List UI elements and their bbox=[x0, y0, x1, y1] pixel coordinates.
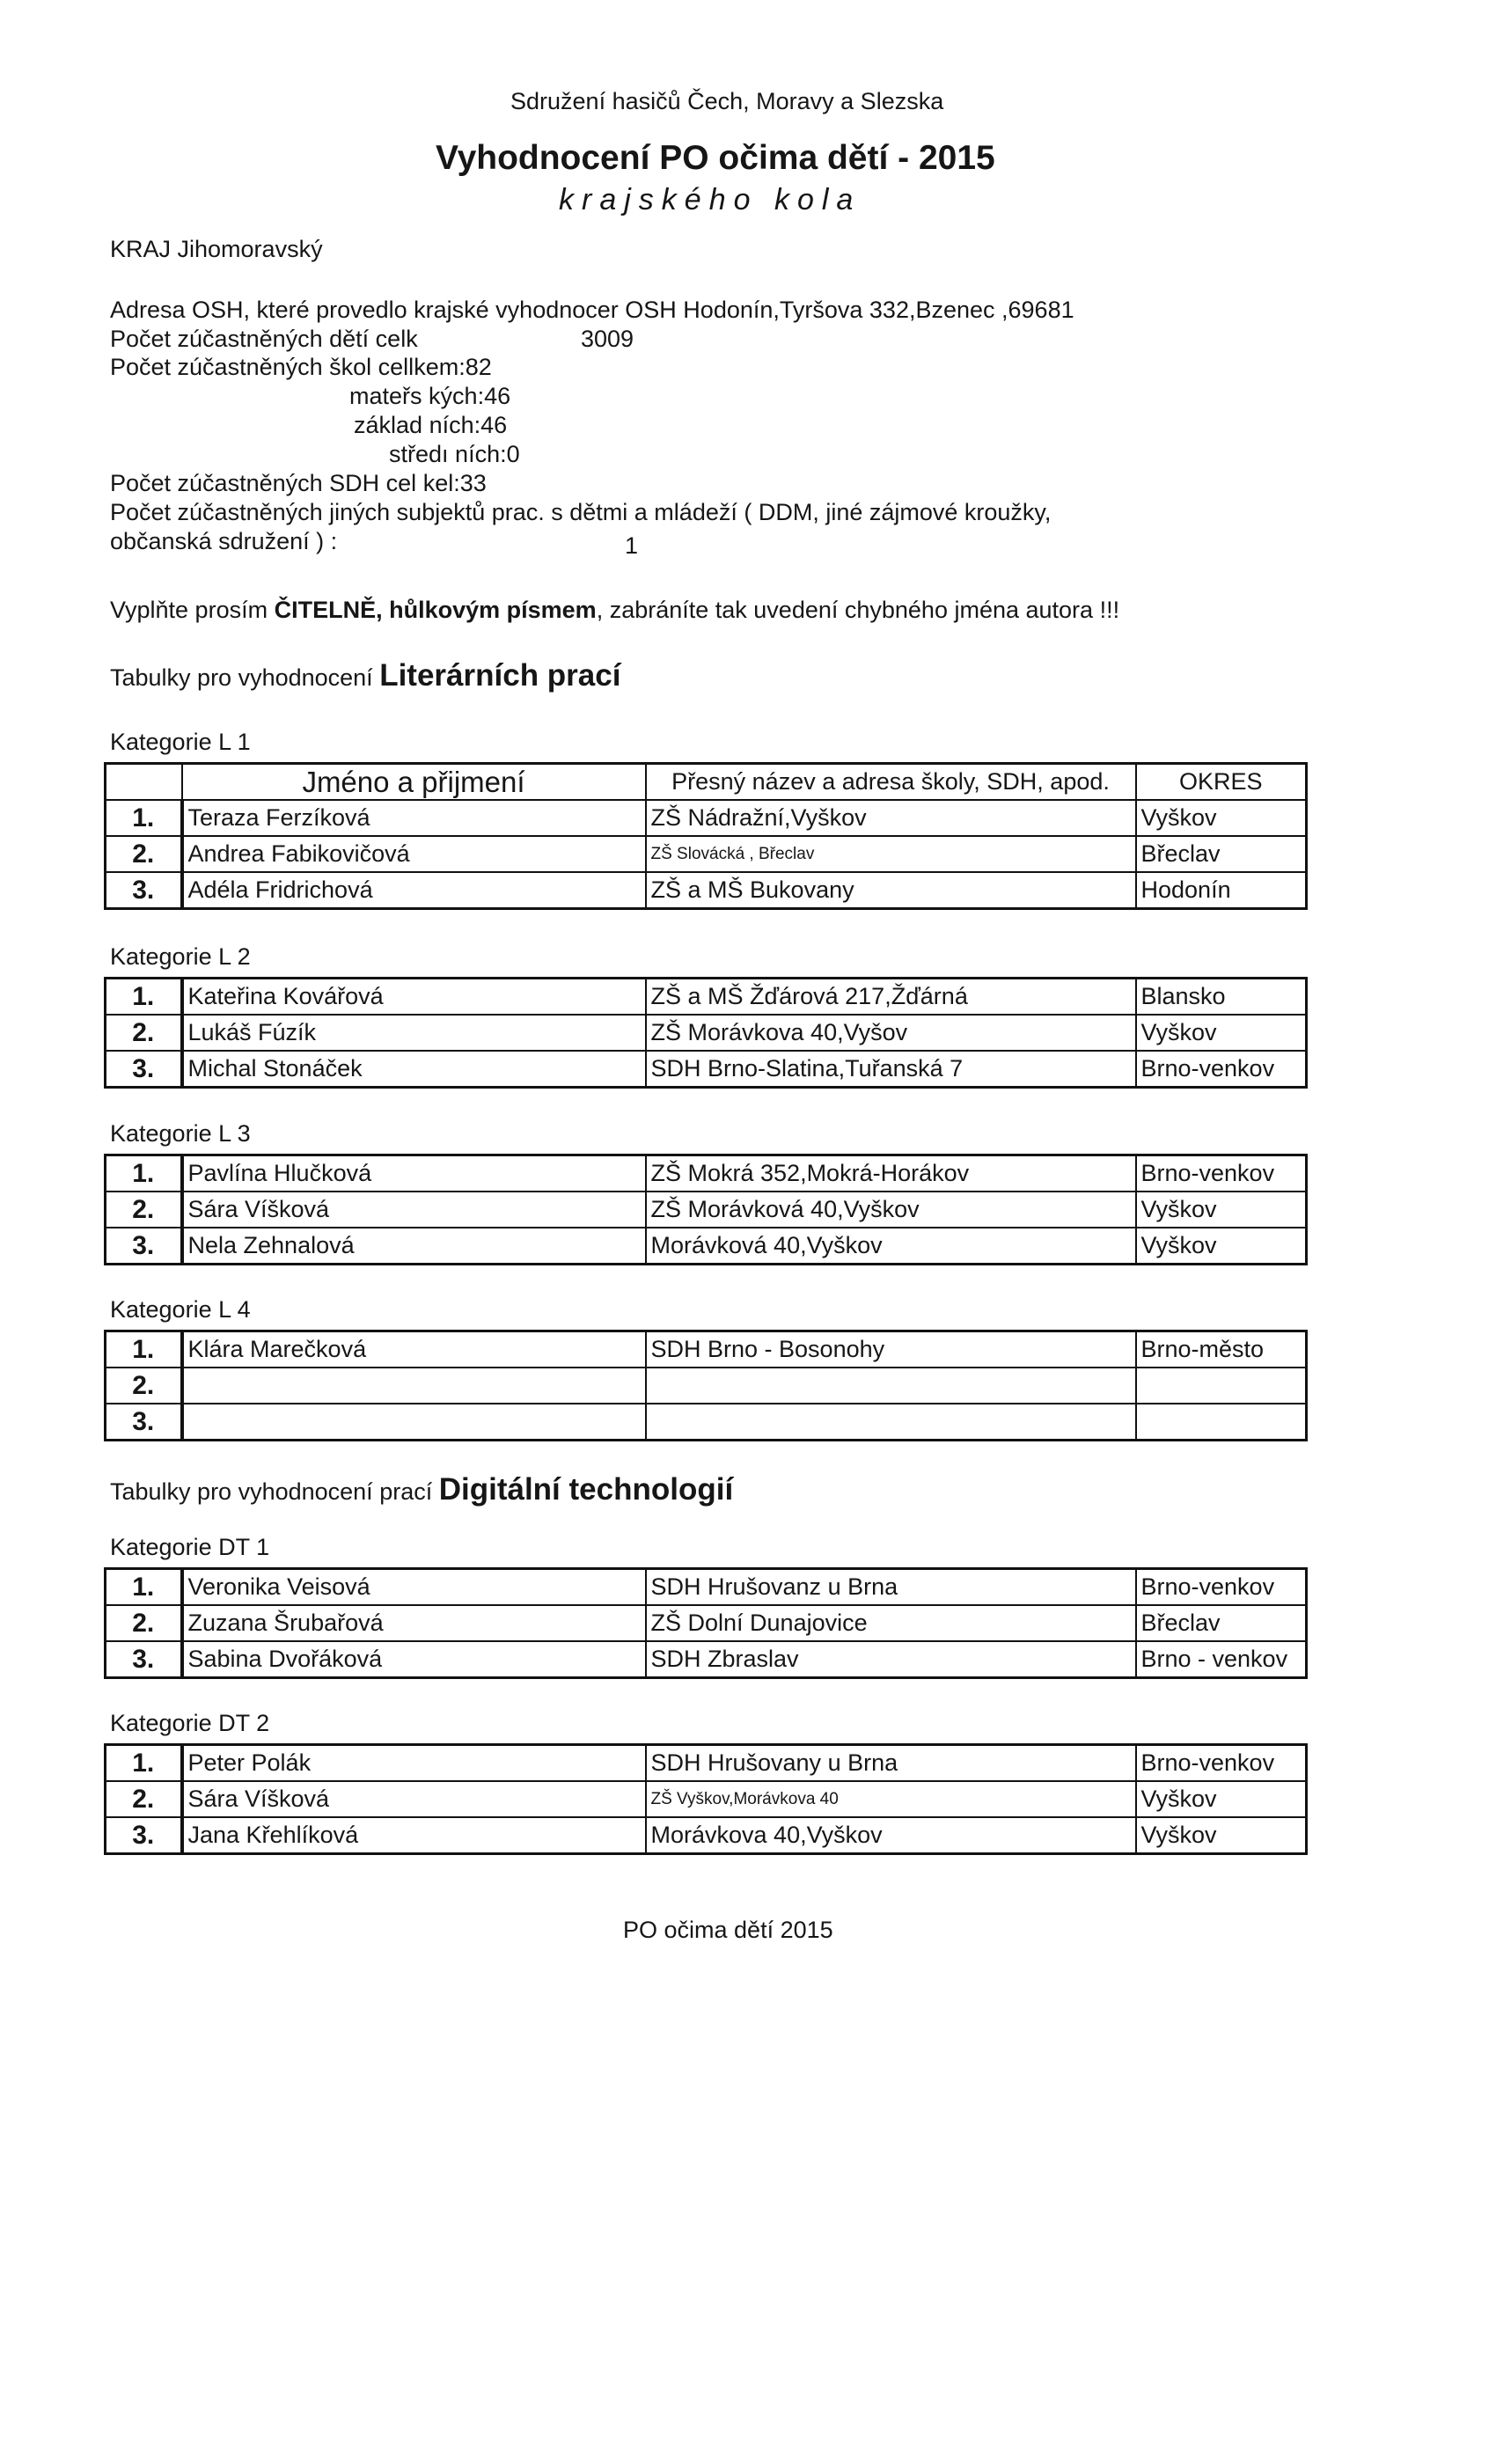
name-cell: Adéla Fridrichová bbox=[182, 872, 646, 909]
name-header: Jméno a přijmení bbox=[182, 764, 646, 801]
district-cell: Břeclav bbox=[1136, 836, 1307, 872]
category-label: Kategorie L 4 bbox=[110, 1296, 251, 1323]
name-cell: Andrea Fabikovičová bbox=[182, 836, 646, 872]
name-cell: Michal Stonáček bbox=[182, 1051, 646, 1088]
district-cell: Vyškov bbox=[1136, 1192, 1307, 1228]
secondary-value: ních:0 bbox=[455, 441, 520, 467]
district-cell: Brno-venkov bbox=[1136, 1051, 1307, 1088]
secondary-label: středı bbox=[389, 441, 449, 467]
rank-cell: 1. bbox=[106, 1569, 182, 1606]
school-cell: ZŠ a MŠ Žďárová 217,Žďárná bbox=[646, 979, 1136, 1016]
rank-cell: 3. bbox=[106, 1228, 182, 1265]
name-cell: Peter Polák bbox=[182, 1745, 646, 1782]
district-cell: Brno-venkov bbox=[1136, 1155, 1307, 1192]
page-title: Vyhodnocení PO očima dětí - 2015 bbox=[436, 139, 995, 177]
district-cell: Brno-město bbox=[1136, 1331, 1307, 1368]
results-table-dt2 bbox=[104, 1743, 1308, 1855]
note-prefix: Vyplňte prosím bbox=[110, 597, 268, 623]
other-subjects-line1: Počet zúčastněných jiných subjektů prac. s dětmi a mládeží ( DDM, jiné zájmové kroužky, bbox=[110, 499, 1052, 525]
name-cell: Klára Marečková bbox=[182, 1331, 646, 1368]
schools-count-line bbox=[110, 354, 492, 381]
rank-cell: 2. bbox=[106, 1192, 182, 1228]
results-table-l2 bbox=[104, 977, 1308, 1089]
literary-intro: Tabulky pro vyhodnocení bbox=[110, 664, 373, 691]
school-cell: SDH Hrušovany u Brna bbox=[646, 1745, 1136, 1782]
table-row bbox=[106, 1331, 1307, 1368]
rank-cell: 1. bbox=[106, 800, 182, 836]
note-emphasis: ČITELNĚ, hůlkovým písmem bbox=[274, 597, 597, 623]
rank-cell: 3. bbox=[106, 1051, 182, 1088]
rank-cell: 1. bbox=[106, 1745, 182, 1782]
name-cell: Lukáš Fúzík bbox=[182, 1015, 646, 1051]
digital-heading: Digitální technologií bbox=[438, 1472, 734, 1507]
secondary-count bbox=[389, 441, 520, 468]
name-cell: Sabina Dvořáková bbox=[182, 1641, 646, 1678]
rank-cell: 3. bbox=[106, 1641, 182, 1678]
kindergarten-count bbox=[349, 383, 510, 410]
children-count-label: Počet zúčastněných dětí celk bbox=[110, 326, 418, 352]
school-cell: ZŠ Mokrá 352,Mokrá-Horákov bbox=[646, 1155, 1136, 1192]
table-row bbox=[106, 1192, 1307, 1228]
primary-label: základ bbox=[354, 412, 423, 438]
children-count-value: 3009 bbox=[581, 326, 634, 352]
name-cell bbox=[182, 1368, 646, 1404]
kindergarten-label: mateřs bbox=[349, 383, 422, 409]
table-row bbox=[106, 979, 1307, 1016]
rank-cell: 2. bbox=[106, 1781, 182, 1817]
category-label: Kategorie L 3 bbox=[110, 1120, 251, 1147]
district-cell: Vyškov bbox=[1136, 800, 1307, 836]
school-cell: ZŠ Dolní Dunajovice bbox=[646, 1605, 1136, 1641]
school-cell: SDH Hrušovanz u Brna bbox=[646, 1569, 1136, 1606]
other-subjects-value: 1 bbox=[625, 532, 639, 559]
school-cell bbox=[646, 1404, 1136, 1441]
rank-cell: 3. bbox=[106, 1404, 182, 1441]
name-cell: Sára Víšková bbox=[182, 1781, 646, 1817]
district-cell: Brno-venkov bbox=[1136, 1569, 1307, 1606]
district-cell: Vyškov bbox=[1136, 1781, 1307, 1817]
rank-cell: 2. bbox=[106, 1368, 182, 1404]
other-subjects-line2: občanská sdružení ) : bbox=[110, 528, 338, 554]
sdh-count-label: Počet zúčastněných SDH cel bbox=[110, 470, 417, 496]
district-cell: Hodonín bbox=[1136, 872, 1307, 909]
table-row bbox=[106, 1404, 1307, 1441]
name-cell: Zuzana Šrubařová bbox=[182, 1605, 646, 1641]
address-value: OSH Hodonín,Tyršova 332,Bzenec ,69681 bbox=[625, 297, 1074, 323]
table-row bbox=[106, 1228, 1307, 1265]
district-cell bbox=[1136, 1368, 1307, 1404]
school-cell: SDH Brno-Slatina,Tuřanská 7 bbox=[646, 1051, 1136, 1088]
school-cell: ZŠ Morávkova 40,Vyšov bbox=[646, 1015, 1136, 1051]
school-cell: ZŠ a MŠ Bukovany bbox=[646, 872, 1136, 909]
table-row bbox=[106, 1051, 1307, 1088]
sdh-count-value: kel:33 bbox=[422, 470, 487, 496]
fill-instructions bbox=[110, 597, 1119, 624]
region-label: KRAJ Jihomoravský bbox=[110, 236, 323, 262]
table-row bbox=[106, 1569, 1307, 1606]
primary-value: ních:46 bbox=[429, 412, 508, 438]
digital-section-heading bbox=[110, 1472, 733, 1507]
results-table-dt1 bbox=[104, 1567, 1308, 1679]
rank-cell: 1. bbox=[106, 1331, 182, 1368]
district-cell bbox=[1136, 1404, 1307, 1441]
name-cell: Kateřina Kovářová bbox=[182, 979, 646, 1016]
school-header: Přesný název a adresa školy, SDH, apod. bbox=[646, 764, 1136, 801]
page-footer: PO očima dětí 2015 bbox=[623, 1917, 833, 1943]
rank-cell: 1. bbox=[106, 979, 182, 1016]
digital-intro: Tabulky pro vyhodnocení prací bbox=[110, 1478, 433, 1505]
page-subtitle: krajského kola bbox=[559, 183, 862, 216]
school-cell: Morávkova 40,Vyškov bbox=[646, 1817, 1136, 1854]
name-cell: Sára Víšková bbox=[182, 1192, 646, 1228]
table-row bbox=[106, 836, 1307, 872]
schools-count-label: Počet zúčastněných škol cell bbox=[110, 354, 414, 380]
district-cell: Vyškov bbox=[1136, 1015, 1307, 1051]
district-cell: Vyškov bbox=[1136, 1228, 1307, 1265]
table-row bbox=[106, 800, 1307, 836]
organization-name: Sdružení hasičů Čech, Moravy a Slezska bbox=[510, 88, 944, 114]
school-cell: ZŠ Morávková 40,Vyškov bbox=[646, 1192, 1136, 1228]
district-cell: Břeclav bbox=[1136, 1605, 1307, 1641]
rank-cell: 1. bbox=[106, 1155, 182, 1192]
literary-section-heading bbox=[110, 658, 620, 693]
school-cell bbox=[646, 1368, 1136, 1404]
table-row bbox=[106, 1817, 1307, 1854]
address-line bbox=[110, 297, 1074, 324]
district-cell: Blansko bbox=[1136, 979, 1307, 1016]
rank-cell: 2. bbox=[106, 1605, 182, 1641]
name-cell bbox=[182, 1404, 646, 1441]
results-table-l1 bbox=[104, 762, 1308, 910]
category-label: Kategorie L 2 bbox=[110, 943, 251, 970]
school-cell: SDH Brno - Bosonohy bbox=[646, 1331, 1136, 1368]
table-header-row bbox=[106, 764, 1307, 801]
rank-cell: 2. bbox=[106, 1015, 182, 1051]
address-label: Adresa OSH, které provedlo krajské vyhodnocer bbox=[110, 297, 619, 323]
school-cell: ZŠ Nádražní,Vyškov bbox=[646, 800, 1136, 836]
district-header: OKRES bbox=[1136, 764, 1307, 801]
primary-count bbox=[354, 412, 507, 439]
note-suffix: , zabráníte tak uvedení chybného jména autora !!! bbox=[596, 597, 1120, 623]
school-cell: Morávková 40,Vyškov bbox=[646, 1228, 1136, 1265]
table-row bbox=[106, 1641, 1307, 1678]
table-row bbox=[106, 872, 1307, 909]
category-label: Kategorie DT 2 bbox=[110, 1710, 270, 1736]
table-row bbox=[106, 1745, 1307, 1782]
school-cell: ZŠ Vyškov,Morávkova 40 bbox=[646, 1781, 1136, 1817]
rank-cell: 3. bbox=[106, 1817, 182, 1854]
category-label: Kategorie L 1 bbox=[110, 729, 251, 755]
results-table-l3 bbox=[104, 1154, 1308, 1265]
table-row bbox=[106, 1605, 1307, 1641]
sdh-count-line bbox=[110, 470, 487, 497]
category-label: Kategorie DT 1 bbox=[110, 1534, 270, 1560]
name-cell: Nela Zehnalová bbox=[182, 1228, 646, 1265]
results-table-l4 bbox=[104, 1330, 1308, 1441]
name-cell: Teraza Ferzíková bbox=[182, 800, 646, 836]
district-cell: Brno-venkov bbox=[1136, 1745, 1307, 1782]
table-row bbox=[106, 1781, 1307, 1817]
school-cell: SDH Zbraslav bbox=[646, 1641, 1136, 1678]
name-cell: Veronika Veisová bbox=[182, 1569, 646, 1606]
school-cell: ZŠ Slovácká , Břeclav bbox=[646, 836, 1136, 872]
district-cell: Brno - venkov bbox=[1136, 1641, 1307, 1678]
name-cell: Pavlína Hlučková bbox=[182, 1155, 646, 1192]
district-cell: Vyškov bbox=[1136, 1817, 1307, 1854]
table-row bbox=[106, 1368, 1307, 1404]
name-cell: Jana Křehlíková bbox=[182, 1817, 646, 1854]
table-row bbox=[106, 1155, 1307, 1192]
rank-cell: 2. bbox=[106, 836, 182, 872]
kindergarten-value: kých:46 bbox=[429, 383, 511, 409]
literary-heading: Literárních prací bbox=[379, 658, 621, 693]
rank-header bbox=[106, 764, 182, 801]
table-row bbox=[106, 1015, 1307, 1051]
schools-count-value: kem:82 bbox=[414, 354, 492, 380]
rank-cell: 3. bbox=[106, 872, 182, 909]
